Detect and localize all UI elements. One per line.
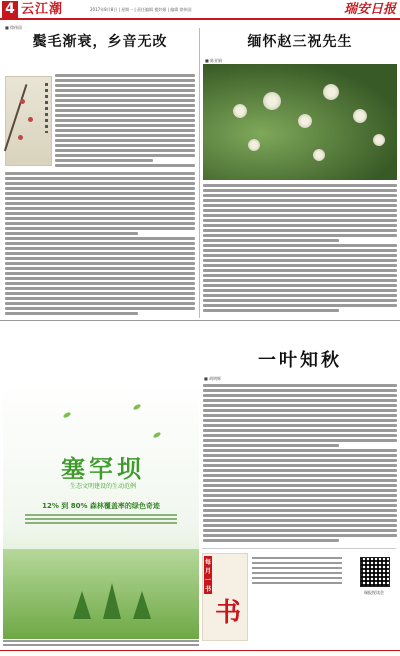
ad-body-text (25, 514, 177, 526)
page-header (0, 0, 400, 20)
bottom-right-headline: 一叶知秋 (258, 350, 342, 371)
monthly-tag: 每月一书 (204, 556, 212, 594)
column-divider (199, 28, 200, 318)
painting-blossom (18, 135, 23, 140)
leaf-decoration (133, 403, 142, 410)
section-divider (0, 320, 400, 321)
painting-blossom (20, 99, 25, 104)
flower (313, 149, 325, 161)
bottom-right-author: ■ 胡明辉 (204, 376, 222, 381)
flower (353, 109, 367, 123)
qr-caption: 瑞报悦读会 (364, 590, 384, 595)
bottom-right-article-body (203, 384, 397, 546)
tree-icon (133, 591, 151, 619)
painting-blossom (28, 117, 33, 122)
left-article-body-bottom (5, 172, 195, 317)
ad-title: 塞罕坝 (61, 455, 145, 483)
flower (323, 84, 339, 100)
book-info-text (252, 557, 342, 587)
bottom-rule (0, 650, 400, 651)
flower (298, 114, 312, 128)
flower-photo (203, 64, 397, 180)
book-cover (202, 553, 248, 641)
issue-meta: 2017年8月8日 | 星期一 | 责任编辑 楼妙娟 | 编辑 徐伟国 (90, 7, 192, 12)
ad-stat: 12% 到 80% 森林覆盖率的绿色奇迹 (42, 502, 160, 510)
ad-grass-field (3, 549, 199, 639)
ink-painting-image (5, 76, 52, 166)
right-headline: 缅怀赵三祝先生 (247, 34, 353, 50)
book-char: 书 (215, 598, 242, 628)
left-footer-text (3, 640, 199, 648)
section-name: 云江潮 (21, 2, 64, 17)
flower (373, 134, 385, 146)
paper-logo: 瑞安日报 (343, 2, 396, 17)
qr-code[interactable] (360, 557, 390, 587)
left-article-body-top (55, 74, 195, 169)
ad-subtitle: 生态文明建设的生动范例 (69, 483, 136, 490)
left-author: ■ 徐伟国 (5, 25, 23, 30)
right-article-body (203, 184, 397, 317)
flower (263, 92, 281, 110)
page-number: 4 (2, 1, 18, 18)
leaf-decoration (63, 411, 72, 418)
tree-icon (73, 591, 91, 619)
monthly-book-column (202, 548, 396, 646)
leaf-decoration (153, 431, 162, 438)
tree-icon (103, 583, 121, 619)
right-author: ■ 陈亚娟 (205, 58, 223, 63)
left-headline: 鬓毛渐衰，乡音无改 (32, 34, 168, 50)
saihanba-ad (3, 383, 199, 639)
painting-calligraphy (45, 83, 48, 133)
flower (233, 104, 247, 118)
flower (248, 139, 260, 151)
